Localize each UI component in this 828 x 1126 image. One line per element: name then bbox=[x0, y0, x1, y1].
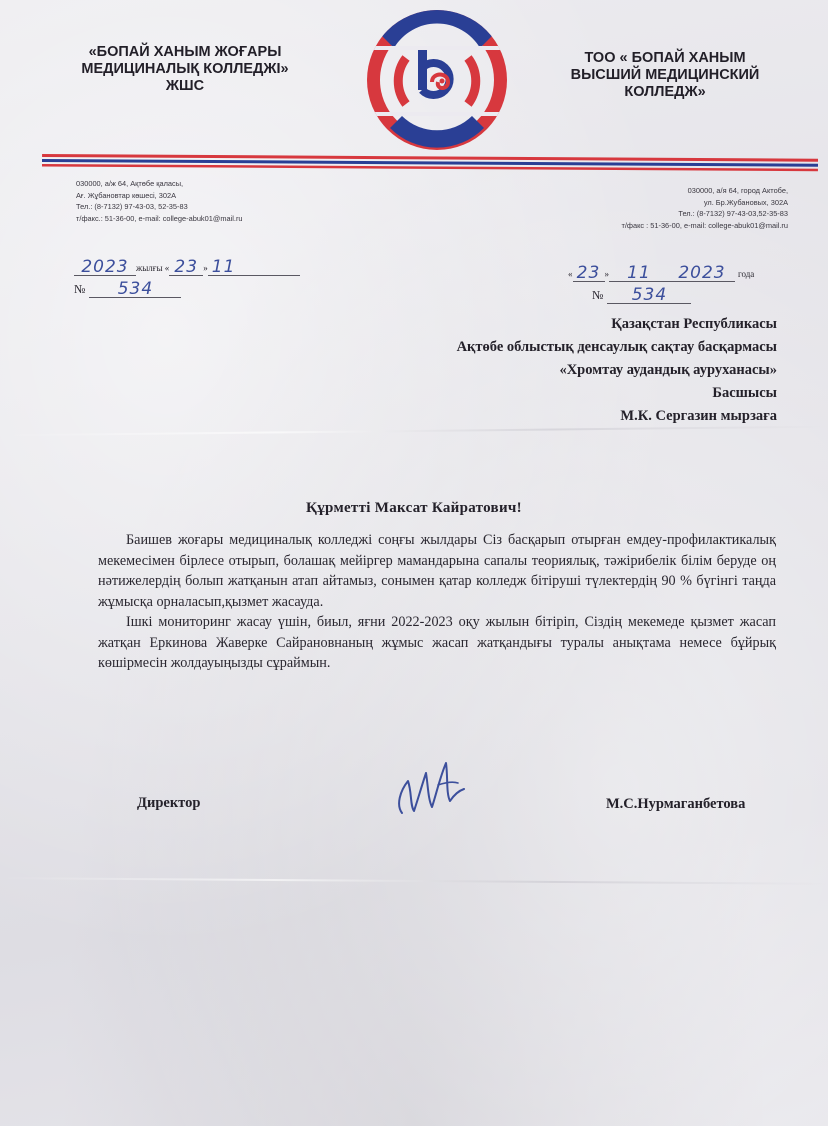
addressee-line: Ақтөбе облыстық денсаулық сақтау басқармасы bbox=[456, 339, 777, 355]
reference-day: 23 bbox=[169, 259, 203, 276]
salutation: Құрметті Максат Кайратович! bbox=[306, 500, 522, 516]
addressee-block bbox=[330, 313, 777, 428]
reference-number-label: № bbox=[592, 288, 604, 302]
header-kazakh-line: «БОПАЙ ХАНЫМ ЖОҒАРЫ bbox=[88, 44, 282, 60]
letter-body bbox=[98, 530, 776, 674]
addressee-line: «Хромтау аудандық ауруханасы» bbox=[559, 362, 777, 378]
address-line: ул. Бр.Жубановых, 302А bbox=[703, 197, 788, 207]
reference-day-close: » bbox=[203, 263, 208, 273]
reference-number: 534 bbox=[89, 281, 181, 298]
addressee-line: Қазақстан Республикасы bbox=[611, 316, 777, 332]
address-russian bbox=[520, 185, 788, 231]
header-divider-stripes bbox=[42, 152, 818, 177]
address-line: 030000, а/я 64, город Актобе, bbox=[687, 186, 788, 195]
header-russian-line: ТОО « БОПАЙ ХАНЫМ bbox=[584, 50, 746, 66]
reference-number-label: № bbox=[74, 282, 86, 296]
addressee-line: Басшысы bbox=[712, 385, 777, 401]
header-russian-line: ВЫСШИЙ МЕДИЦИНСКИЙ bbox=[570, 67, 760, 83]
reference-close-quote: » bbox=[604, 269, 609, 279]
header-kazakh-line: МЕДИЦИНАЛЫҚ КОЛЛЕДЖІ» bbox=[81, 61, 289, 77]
college-logo bbox=[362, 8, 512, 153]
addressee-line: М.К. Сергазин мырзаға bbox=[620, 408, 777, 424]
reference-date-row bbox=[74, 258, 300, 280]
reference-number: 534 bbox=[607, 287, 691, 304]
header-russian bbox=[530, 50, 800, 101]
reference-year: 2023 bbox=[74, 259, 136, 276]
reference-month: 11 bbox=[208, 259, 300, 276]
reference-date-row bbox=[568, 264, 754, 286]
reference-open-quote: « bbox=[568, 269, 573, 279]
handwritten-signature bbox=[392, 755, 472, 819]
reference-kazakh bbox=[74, 258, 300, 302]
address-line: Тел.: (8-7132) 97-43-03,52-35-83 bbox=[678, 209, 788, 218]
reference-year-suffix: жылғы « bbox=[136, 263, 170, 273]
paper-fold bbox=[0, 877, 828, 885]
reference-year-suffix: года bbox=[738, 269, 755, 279]
body-paragraph: Ішкі мониторинг жасау үшін, биыл, яғни 2022-2023 оқу жылын бітіріп, Сіздің мекемеде қызмет жасап жатқан Еркинова Жаверке Сайрановнаның жұмыс жасап жатқандығы туралы анықтама немесе бұйрық көшірмесін жолдауыңызды сұраймын. bbox=[98, 614, 776, 671]
reference-year: 2023 bbox=[669, 265, 735, 282]
address-line: т/факс : 51-36-00, e-mail: college-abuk01@mail.ru bbox=[621, 220, 788, 230]
reference-month: 11 bbox=[609, 265, 669, 282]
header-kazakh bbox=[50, 44, 320, 95]
reference-russian bbox=[568, 264, 754, 308]
reference-number-row bbox=[74, 280, 300, 302]
address-kazakh bbox=[76, 178, 336, 224]
header-kazakh-line: ЖШС bbox=[165, 78, 205, 94]
address-line: т/факс.: 51-36-00, e-mail: college-abuk01@mail.ru bbox=[76, 213, 243, 223]
address-line: Тел.: (8-7132) 97-43-03, 52-35-83 bbox=[76, 202, 188, 211]
reference-day: 23 bbox=[573, 265, 605, 282]
header-russian-line: КОЛЛЕДЖ» bbox=[624, 84, 706, 100]
address-line: Ағ. Жұбановтар көшесі, 302А bbox=[76, 190, 177, 200]
address-line: 030000, а/ж 64, Ақтөбе қаласы, bbox=[76, 179, 184, 188]
signatory-title: Директор bbox=[137, 795, 201, 811]
body-paragraph: Баишев жоғары медициналық колледжі соңғы жылдары Сіз басқарып отырған емдеу-профилактикалық мекемесімен бірлесе отырып, болашақ мейіргер мамандарына сапалы теориялық, тәжірибелік білім беруде оң нәтижелердің болып жатқанын атап айтамыз, сонымен қатар колледж бітіруші түлектердің 90 % бүгінгі таңда жұмысқа орналасып,қызмет жасауда. bbox=[98, 532, 776, 610]
signatory-name: М.С.Нурмаганбетова bbox=[606, 796, 746, 812]
reference-number-row bbox=[568, 286, 754, 308]
